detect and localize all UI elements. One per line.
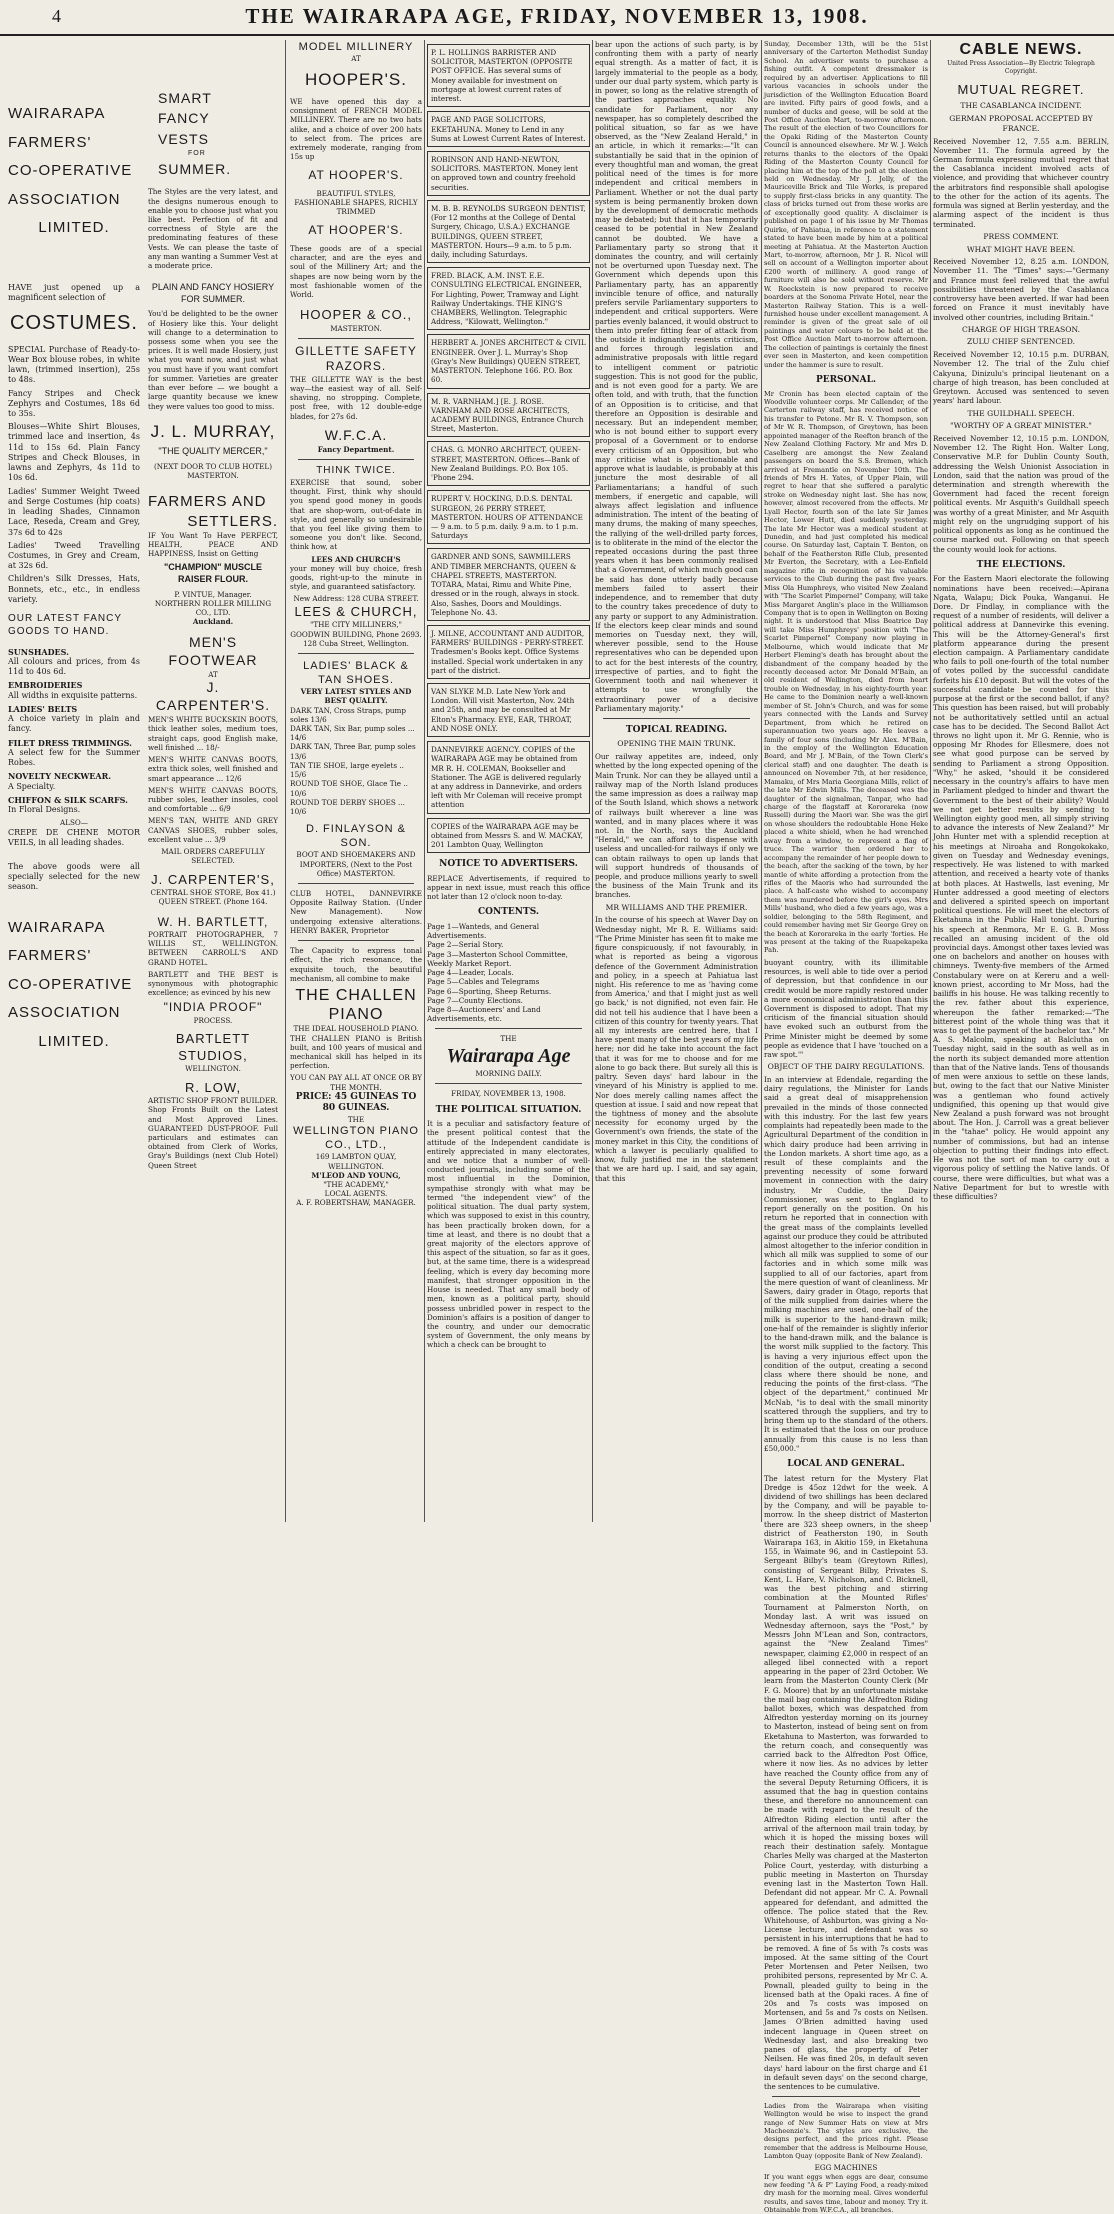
masthead <box>0 0 1114 36</box>
business-card: M. R. VARNHAM.] [E. J. ROSE. VARNHAM AND ROSE ARCHITECTS, ACADEMY BUILDINGS, Entrance Church Street, Masterton. <box>427 393 590 438</box>
academy: "THE ACADEMY," <box>323 1179 389 1189</box>
contents-item: Page 1—Wanteds, and General Advertisements. <box>427 922 540 941</box>
business-card: P. L. HOLLINGS BARRISTER AND SOLICITOR, MASTERTON (OPPOSITE POST OFFICE. Has several sums of Money available for investment on mortgage at lowest current rates of interest. <box>427 44 590 107</box>
footwear-item: MEN'S TAN, WHITE AND GREY CANVAS SHOES, rubber soles, excellent value ... 3/9 <box>148 816 278 844</box>
business-card: RUPERT V. HOCKING, D.D.S. DENTAL SURGEON, 26 PERRY STREET, MASTERTON. HOURS OF ATTENDANCE— 9 a.m. to 5 p.m. daily. 9 a.m. to 1 p.m. Saturdays <box>427 490 590 544</box>
finlayson-title: D. FINLAYSON & SON. <box>306 823 406 850</box>
finlayson-sub: BOOT AND SHOEMAKERS AND IMPORTERS, (Next to the Post Office) MASTERTON. <box>296 850 416 878</box>
bartlett-wellington: WELLINGTON. <box>185 1064 241 1074</box>
hooper-co: HOOPER & CO., <box>300 307 412 323</box>
costumes-title: COSTUMES. <box>10 311 138 334</box>
newspaper-flag: Wairarapa Age <box>446 1044 571 1067</box>
egg-machines-text: If you want eggs when eggs are dear, consume new feeding "A & P" Laying Food, a ready-mixed dry mash for the morning meal. Gives wonderful results, and saves time, labour and money. Try it. Obtainable from W.F.C.A., all branches. <box>764 2172 928 2214</box>
column-rule <box>761 40 762 1522</box>
business-card: HERBERT A. JONES ARCHITECT & CIVIL ENGINEER. Over J. L. Murray's Shop (Gray's New Buildings) QUEEN STREET, MASTERTON. Telephone 166. P.O. Box 60. <box>427 334 590 388</box>
sunshades-text: All colours and prices, from 4s 11d to 40s 6d. <box>8 657 140 677</box>
dairy-text: In an interview at Edendale, regarding the dairy regulations, the Minister for Lands said a great deal of misapprehension prevailed in the minds of those connected with this industry. For the last few years complaints had repeatedly been made to the Agricultural Department of the condition in which dairy produce had been arriving in the London markets. A short time ago, as a result of these complaints and the preventing necessity of some forward movement in connection with the dairy industry, Mr Cuddie, the Dairy Commissioner, was sent to England to report generally on the position. On his return he reported that in connection with the great mass of the complaints levelled against our produce they could be attributed almost altogether to the inferior condition in which all milk was supplied to some of our factories and in which some milk was supplied to all of our factories, apart from the mere question of want of cleanliness. Mr Sawers, dairy grader in Otago, reports that of the milk supplied from dairies where the milking machines are used, one-half of the milk is superior to the hand-drawn milk; one-half of the remainder is slightly inferior to the hand-drawn milk, and the balance is the worst milk supplied to the factory. This is having a very injurious effect upon the condition of the output, creating a second class where there should be none, and reducing the points of the first-class. "The object of the department," continued Mr McNab, "is to deal with the small minority scattered through the suppliers, and try to bring them up to the standard of the others. It is estimated that the loss on our produce annually from this cause is no less than £50,000." <box>764 1075 928 1453</box>
might-have-been: WHAT MIGHT HAVE BEEN. <box>966 244 1076 254</box>
mcleod-young: M'LEOD AND YOUNG, <box>311 1170 401 1180</box>
murray-town: MASTERTON. <box>187 471 239 481</box>
millinery-at: AT <box>351 54 361 64</box>
column-local-news <box>764 40 928 2214</box>
editorial-text: bear upon the actions of such party, is by confronting them with a party of nearly equal strength. As a matter of fact, it is largely immaterial to the people as a body, under our dual party system, which party is in power, so long as the relative strength of the parties approaches equality. No candidate for Parliament, nor any newspaper, has so completely described the political situation, so far as we have observed, as the "New Zealand Herald," in an article, in which it remarks:—"It can substantially be said that in the opinion of every thoughtful man and woman, the great political need of the times is for more independent and critical members in Parliament. Whether or not the dual party system is being permanently broken down by the development of democratic methods may be debated; but that it has temporarily ceased to be potential in New Zealand cannot be doubted. We have a Parliamentary party so strong that it dominates the country, and will certainly not be overturned upon Tuesday next. The Government which depends upon this Parliamentary party, has an apparently invincible tenure of office, and naturally prefers servile Parliamentary supporters to independent and critical supporters. Were parties evenly balanced, it would obstruct to them into prefer fitting fear of attack from the outside it indignantly resents criticism, and forces through legislation and administrative proposals with little regard to intelligent comment or patriotic suggestion. This is not good for the public, and is not even good for a party. We are often told, and with truth, that the function of an Opposition is to criticise, and that therefore an Opposition is desirable and necessary. But an independent member, who is not bound either to support every proposal of a Government or to endorse every criticism of an Opposition, but who may criticise what is objectionable and approve what is laudable, is probably at this juncture the most desirable of all Parliamentarians; a handful of such members, if energetic and capable, will always affect legislation and influence administration. The intent of the beating of many drums, the making of many speeches, the rallying of the well-drilled party forces, is to obliterate in the mind of the elector the repeated occasions during the past three years when it has been commonly realised that a Government, of which much good can be said has done utterly badly because members failed to assert their independence, and to remember that duty to the country takes precedence of duty to any party or support to any Administration. If the electors keep clear minds and sound memories on Tuesday next, they will, wherever possible, send to the House representatives who can be depended upon to act for the best interests of the country, irrespective of parties, and to fight the Government tooth and nail whenever it attempts to use wrongfully the extraordinary power of a decisive Parliamentary majority." <box>595 40 758 713</box>
low-subtitle: ARTISTIC SHOP FRONT BUILDER. <box>148 1096 278 1106</box>
cable-news-credit: United Press Association—By Electric Telegraph Copyright. <box>947 60 1095 76</box>
footwear-item: MEN'S WHITE CANVAS BOOTS, rubber soles, leather insoles, cool and comfortable ... 6/9 <box>148 785 278 814</box>
low-title: R. LOW, <box>184 1079 242 1095</box>
club-hotel: CLUB HOTEL, DANNEVIRKE Opposite Railway Station. (Under New Management). Now undergoing extensive alterations. HENRY BAKER, Proprietor <box>290 889 422 935</box>
costumes-item: Blouses—White Shirt Blouses, trimmed lace and insertion, 4s 11d to 15s 6d. Plain Fancy Stripes and Check Blouses, in lawns and Zephyrs, 4s 11d to 10s 6d. <box>8 422 140 483</box>
business-card: M. B. B. REYNOLDS SURGEON DENTIST, (For 12 months at the College of Dental Surgery, Chicago, U.S.A.) EXCHANGE BUILDINGS, QUEEN STREET, MASTERTON. Hours—9 a.m. to 5 p.m. daily, including Saturdays. <box>427 200 590 263</box>
hoopers-title: HOOPER'S. <box>305 70 407 90</box>
auckland-label: Auckland. <box>192 617 234 627</box>
business-card: CHAS. G. MONRO ARCHITECT, QUEEN-STREET, MASTERTON. Offices—Bank of New Zealand Buildings. P.O. Box 105. 'Phone 294. <box>427 441 590 486</box>
bartlett-sub: PORTRAIT PHOTOGRAPHER, 7 WILLIS ST., WELLINGTON. BETWEEN CARROLL'S AND GRAND HOTEL. <box>148 929 278 967</box>
morning-daily: MORNING DAILY. <box>475 1069 542 1079</box>
belts-text: A choice variety in plain and fancy. <box>8 714 140 734</box>
pay-terms: YOU CAN PAY ALL AT ONCE OR BY THE MONTH. <box>290 1073 422 1092</box>
murray-title: J. L. MURRAY, <box>150 421 276 441</box>
lees-text: your money will buy choice, fresh goods, right-up-to the minute in style, and guaranteed satisfactory. <box>290 563 422 592</box>
fancy-goods-heading: OUR LATEST FANCY GOODS TO HAND. <box>8 613 122 637</box>
williams-title: MR WILLIAMS AND THE PREMIER. <box>605 902 748 912</box>
filet-text: A select few for the Summer Robes. <box>8 747 140 768</box>
column-rule <box>592 40 593 1522</box>
column-rule <box>424 40 425 1522</box>
vintue-manager: P. VINTUE, Manager. <box>174 589 252 599</box>
business-card: VAN SLYKE M.D. Late New York and London. Will visit Masterton, Nov. 24th and 25th, and may be consulted at Mr Elton's Pharmacy. EYE, EAR, THROAT, AND NOSE ONLY. <box>427 683 590 737</box>
shoe-item: DARK TAN, Three Bar, pump soles 13/6 <box>290 742 416 761</box>
also-label: ALSO— <box>60 818 88 828</box>
personal-text: Mr Cronin has been elected captain of the Woodville volunteer corps. Mr Callender, of the Carterton railway staff, has received notice of his transfer to Petone. Mr R. V. Thompson, son of Mr W. R. Thompson, of Greytown, has been appointed manager of the Reefton branch of the New Zealand Clothing Factory. Mr and Mrs D. Caselberg are amongst the New Zealand passengers on board the S.S. Bremen, which arrived at Fremantle on November 10th. The friends of Mrs H. Yates, of Upper Plain, will regret to hear that she suffered a paralytic stroke on Wednesday night last. She has now, however, almost recovered from the effects. Mr Lyall Hector, fourth son of the late Sir James Hector, Lower Hutt, died suddenly yesterday. The late Mr Hector was a medical student at Dunedin, and had just completed his medical course. On Saturday last, Captain T. Benton, on behalf of the Featherston Rifle Club, presented Mr Everton, the Secretary, with a Lee-Enfield magazine rifle in recognition of his valuable services to the Club during the past five years. Miss Ola Humphreys, who visited New Zealand with "The Scarlet Pimpernel" Company, will take Miss Margaret Anglin's place in the Williamson Company that is to open in Wellington on Boxing night. It is understood that Miss Beatrice Day will take Miss Humphreys' position with "The Scarlet Pimpernel" Company now playing in Melbourne, which would indicate that Mr Herbert Fleming's death has brought about the disbandment of the company headed by the recently deceased actor. Mr Donald M'Bain, an old resident of Wellington, died from heart trouble on Wednesday, in his eighty-fourth year. He came to the Dominion nearly a well-known member of St. John's Church, and was for some years connected with the Lands and Survey Department, from which he retired on superannuation two years ago. He leaves a family of four sons (including Mr Alex. M'Bain, in the employ of the Wellington Education Board, and Mr J. M'Bain, of the Town Clerk's clerical staff) and one daughter. The death is announced on November 7th, at her residence, Mamaku, of Mrs Maria Georgiana Mills, relict of the late Mr Edwin Mills. The deceased was the daughter of the signalman, Tanpar, who had charge of the flagstaff at Kororareka (now Russell) during the Maori war. She was the girl on whose shoulders the redoubtable Hone Heke placed a white shield, when he had wrenched away from a window, to represent a flag of truce. The warrior then ordered her to accompany the remainder of her people down to the beach, after the sacking of the town, by her mantle of white affording a protection from the rifles of the Maoris who had surrounded the place. A half-caste who wished to accompany them was murdered before the girl's eyes. Mrs Mills' husband, who died a few years ago, was a soldier, belonging to the 58th Regiment, and could remember having met Sir George Grey on the beach at Kororareka in the early 'forties. He was present at the taking of the Ruapekapeka Pah. <box>764 389 928 955</box>
costumes-intro: HAVE just opened up a magnificent selection of <box>8 282 140 302</box>
model-millinery: MODEL MILLINERY <box>298 41 414 53</box>
business-card: J. MILNE, ACCOUNTANT AND AUDITOR, FARMERS' BUILDINGS - PERRY-STREET. Tradesmen's Books kept. Office Systems installed. Special work undertaken in any part of the district. <box>427 625 590 679</box>
contents-item: Page 5—Cables and Telegrams <box>427 977 540 987</box>
embroideries-text: All widths in exquisite patterns. <box>8 690 138 700</box>
cable-text: Received November 12, 7.55 a.m. BERLIN, November 11. The formula agreed by the German formula expressing mutual regret that the Casablanca incident involved acts of violence, and providing that whichever country the arbitrators find responsible shall apologise to the other for the action of its agents. The formula was signed at Berlin yesterday, and the alarming aspect of the incident is thus terminated. <box>933 136 1109 229</box>
farmers-settlers: FARMERS AND SETTLERS. <box>148 493 278 530</box>
costumes-item: Fancy Stripes and Check Zephyrs and Costumes, 18s 6d to 35s. <box>8 388 140 418</box>
murray-address: (NEXT DOOR TO CLUB HOTEL) <box>153 462 273 471</box>
shoe-item: TAN TIE SHOE, large eyelets .. 15/6 <box>290 760 404 780</box>
political-text: It is a peculiar and satisfactory feature of the present political contest that the attitude of the Independent candidate is entirely appreciated in many electorates, and we notice that a number of well-conducted journals, including some of the most influential in the Dominion, sympathise strongly with what may be termed "the independent view" of the political situation. The dual party system, which was supposed to exist in this country, has been practically broken down, for a time at least, and there is no doubt that a great majority of the electors approve of this aspect of the situation, so far as it goes, but, at the same time, there is a widespread feeling, which is every day becoming more manifest, that stronger opposition in the House is needed. That any small body of men, known as a political party, should possess unbridled power in respect to the Dominion's affairs is a position of danger to the country, and under our democratic system of Government, the only means by which a check can be brought to <box>427 1119 590 1350</box>
page-number: 4 <box>52 6 61 26</box>
costumes-item: Ladies' Summer Weight Tweed and Serge Costumes (hip coats) in leading Shades, Cinnamon Lace, Reseda, Cream and Grey, 37s 6d to 42s <box>8 486 140 537</box>
shoe-item: ROUND TOE DERBY SHOES ... 10/6 <box>290 797 405 816</box>
personal-title: PERSONAL. <box>815 375 877 386</box>
at-hoopers-2: AT HOOPER'S. <box>308 222 404 237</box>
at-hoopers: AT HOOPER'S. <box>308 167 404 182</box>
filet-heading: FILET DRESS TRIMMINGS. <box>8 737 132 748</box>
notice-title: NOTICE TO ADVERTISERS. <box>439 859 578 870</box>
footwear-item: MEN'S WHITE CANVAS BOOTS, extra thick soles, well finished and smart appearance ... 12/6 <box>148 755 278 783</box>
process-label: PROCESS. <box>193 1015 233 1025</box>
business-card: DANNEVIRKE AGENCY. COPIES of the WAIRARAPA AGE may be obtained from MR R. H. COLEMAN, Bookseller and Stationer. The AGE is delivered regularly at any address in Dannevirke, and orders left with Mr Coleman will receive prompt attention <box>427 741 590 814</box>
city-milliners: "THE CITY MILLINERS," <box>310 620 402 630</box>
masthead-title: THE WAIRARAPA AGE, FRIDAY, NOVEMBER 13, 1908. <box>245 4 869 28</box>
cable-text: Received November 12, 10.15 p.m. DURBAN, November 12. The trial of the Zulu chief Cakyuna, Dinizulu's principal lieutenant on a charge of high treason, has been concluded at Greytown. Accused was sentenced to seven years' hard labour. <box>933 350 1109 406</box>
flag-the: THE <box>500 1034 517 1044</box>
ladies-shoes: LADIES' BLACK & TAN SHOES. <box>303 659 409 687</box>
cable-news-title: CABLE NEWS. <box>959 41 1083 58</box>
mail-orders: MAIL ORDERS CAREFULLY SELECTED. <box>161 847 265 866</box>
farmers-association-name-top: WAIRARAPA FARMERS' CO-OPERATIVE ASSOCIATION LIMITED. <box>8 105 133 236</box>
ideal-piano: THE IDEAL HOUSEHOLD PIANO. <box>293 1024 419 1034</box>
carpenter-title: J. CARPENTER'S. <box>155 679 271 714</box>
costumes-item: SPECIAL Purchase of Ready-to-Wear Box blouse robes, in white lawn, (trimmed insertion), 25s to 48s. <box>8 344 140 385</box>
scarfs-heading: CHIFFON & SILK SCARFS. <box>8 794 128 805</box>
topical-title: TOPICAL READING. <box>625 724 728 735</box>
embroideries-heading: EMBROIDERIES <box>8 680 83 691</box>
think-text: EXERCISE that sound, sober thought. First, think why should you spend good money in goods that are shop-worn, out-of-date in style, and generally so undesirable that you feel like giving them to someone you don't like. Second, think how, at <box>290 477 422 552</box>
hooper-text: WE have opened this day a consignment of FRENCH MODEL MILLINERY. There are no two hats alike, and a choice of over 200 hats to select from. The prices are extremely moderate, ranging from 15s up <box>290 97 422 162</box>
guildhall-title: THE GUILDHALL SPEECH. <box>967 408 1075 418</box>
hats-notice: Ladies from the Wairarapa when visiting Wellington would be wise to inspect the grand range of New Summer Hats on view at Mrs Macheenzie's. The styles are exclusive, the designs perfect, and the prices right. Please remember that the address is Melbourne House, Lambton Quay (opposite Bank of New Zealand). <box>764 2102 928 2161</box>
lees-church-2: LEES & CHURCH, <box>294 603 418 619</box>
challen-text: THE CHALLEN PIANO is British built, and 100 years of musical and mechanical skill has helped in its perfection. <box>290 1033 422 1071</box>
political-title: THE POLITICAL SITUATION. <box>435 1104 582 1115</box>
gowns-text: These goods are of a special character, and are the eyes and soul of the Millinery Art; and the shapes are now being worn by the most fashionable women of the World. <box>290 243 422 300</box>
wellington-piano: WELLINGTON PIANO CO., LTD., <box>293 1125 419 1152</box>
contents-item: Page 6—Sporting, Sheep Returns. <box>427 986 552 996</box>
contents-item: Page 4—Leader, Locals. <box>427 968 514 978</box>
wfca-title: W.F.C.A. <box>324 426 388 443</box>
local-notices-text: Sunday, December 13th, will be the 51st anniversary of the Carterton Methodist Sunday School. An advertiser wants to purchase a fishing outfit. A competent dressmaker is required by an advertiser. Applications to fill various vacancies in schools under the jurisdiction of the Wellington Education Board are invited. Fifty pairs of good fowls, and a number of ducks and geese, will be sold at the Post Office Auction Mart, to-morrow afternoon. The result of the election of two Councillors for the Opaki Riding of the Masterton County Council is announced elsewhere. Mr W. J. Welch returns thanks to the electors of the Opaki Riding of the Masterton County Council for placing him at the top of the poll at the election held on Wednesday. Mr J. Jelly, of the Mauriceville Brick and Tile Works, is prepared to supply first-class bricks in any quantity. The class of bricks turned out from these works are of exceptionally good quality. A disclaimer is published on page 1 of his issue by Mr Thomas Quirke, of Pahiatua, in reference to a statement stated to have been made by him at a political meeting at Pahiatua. At the Masterton Auction Mart, to-morrow, afternoon, Mr J. R. Nicol will sell on account of a Wellington importer about £200 worth of millinery. A good range of furniture will also be sold without reserve. Mr W. Roeckstein is now prepared to receive boarders at the Sonoma Private Hotel, near the Masterton Railway Station. This is a well-furnished house under excellent management. A reminder is given of the great sale of oil paintings and water colours to be held at the Post Office Auction Mart to-morrow afternoon. The collection of paintings is certainly the finest ever seen in Masterton, and keen competition under the hammer is sure to result. <box>764 40 928 369</box>
challen-title: THE CHALLEN PIANO <box>295 986 417 1024</box>
neckwear-heading: NOVELTY NECKWEAR. <box>8 771 112 782</box>
footwear-item: MEN'S WHITE BUCKSKIN BOOTS, thick leather soles, medium toes, straight caps, good English make, well finished ... 18/- <box>148 715 278 752</box>
business-card: FRED. BLACK, A.M. INST. E.E. CONSULTING ELECTRICAL ENGINEER, For Lighting, Power, Tramway and Light Railway Undertakings. THE KING'S CHAMBERS, Wellington. Telegraphic Address, "Kilowatt, Wellington." <box>427 267 590 330</box>
new-address: New Address: 128 CUBA STREET. <box>293 594 419 604</box>
costumes-item: Ladies' Tweed Travelling Costumes, in Grey and Cream, at 32s 6d. <box>8 540 140 571</box>
column-advertisements-middle <box>290 40 422 1522</box>
murray-subtitle: "THE QUALITY MERCER," <box>158 446 268 457</box>
very-latest: VERY LATEST STYLES AND BEST QUALITY. <box>300 687 412 706</box>
contents-item: Page 2—Serial Story. <box>427 940 504 950</box>
goodwin-building: GOODWIN BUILDING, Phone 2693. 128 Cuba Street, Wellington. <box>290 629 422 648</box>
leader-date: FRIDAY, NOVEMBER 13, 1908. <box>451 1089 566 1099</box>
shoe-item: DARK TAN, Cross Straps, pump soles 13/6 <box>290 705 406 724</box>
hosiery-text: You'd be delighted to be the owner of Hosiery like this. Your delight will change to a determination to possess some when you see the prices. It is well made Hosiery, just what you want now, and just what you must have if you want comfort for summer. Varieties are greater than ever before — we bought a large quantity because we knew they were values too good to miss. <box>148 309 278 411</box>
contents-title: CONTENTS. <box>477 907 540 918</box>
casablanca-title: THE CASABLANCA INCIDENT. <box>960 101 1082 111</box>
fancy-department: Fancy Department. <box>317 444 395 454</box>
main-trunk-text: Our railway appetites are, indeed, only whetted by the long expected opening of the Main Trunk. Nor can they be allayed until a railway map of the North Island produces the same impression as does a railway map of the South Island, which shows a network of railways built wherever a line was wanted, and in many places where it was not. In the North, says the Auckland "Herald," we can afford to dispense with useless and uncalled-for railways if only we can obtain railways to open up lands that will support hundreds of thousands of people, and produce millions yearly to swell the business of the Main Trunk and its branches. <box>595 752 758 900</box>
bartlett-best: BARTLETT and THE BEST is synonymous with photographic excellence; as evinced by his new <box>148 969 278 998</box>
robertshaw: A. F. ROBERTSHAW, MANAGER. <box>296 1198 416 1208</box>
zulu-title: ZULU CHIEF SENTENCED. <box>966 337 1075 347</box>
egg-machines-title: EGG MACHINES <box>814 2163 878 2173</box>
beautiful-styles: BEAUTIFUL STYLES, FASHIONABLE SHAPES, RICHLY TRIMMED <box>294 188 418 217</box>
vests-ad-column <box>148 40 278 1173</box>
champion-flour: "CHAMPION" MUSCLE RAISER FLOUR. <box>163 562 263 584</box>
local-agents: LOCAL AGENTS. <box>324 1189 388 1199</box>
elections-text: For the Eastern Maori electorate the following nominations have been received:—Apirana Ngata, Walapu; Dick Pouka, Wanganui. He Dore. Dr Findlay, in compliance with the request of a number of residents, will deliver a political address at Dannevirke this evening. This will be the Attorney-General's first platform appearance during the present election campaign. A Parliamentary candidate who fails to poll one-fourth of the total number of votes polled by the successful candidate forfeits his £10 deposit. But will the votes of the successful candidate be counted for this purpose at the first or the second ballot, if any? This question has been raised, but will probably not be authoritatively settled until an actual case has to be decided. The Second Ballot Act throws no light upon it. Mr G. Rennie, who is opposing Mr Rhodes for Ellesmere, does not see what good purpose can be served by sending to Parliament a strong Opposition. "Why," he asked, "should it be considered necessary in the country's affairs to have men in Parliament pledged to hinder and thwart the Government to the best of their ability? Would we not get better results by sending to Wellington eighty good men, all simply striving to advance the interests of New Zealand?" Mr John Hunter met with a splendid reception at his meetings at Niroaha and Rongokokako, given on Tuesday and Wednesday evenings, respectively. He was listened to with marked attention, and received a hearty vote of thanks at both places. At Hastwells, last evening, Mr Hunter addressed a good meeting of electors and delivered a spirited speech on important political questions. He will meet the electors of Eketahuna in the Public Hall tonight. During his speech at Renmora, Mr E. G. B. Moss recalled an amusing incident of the old provincial days. Amongst other taxes levied was one on bachelors and another on houses with chimneys. Twenty-five members of the Armed Constabulary were on at Kereru and a well-known priest, according to Mr Moss, had the bailiffs in his house. He was talking recently to the rev. father about this experience, whereupon the father remarked:—"The bitterest point of the whole thing was that it was to get the payment of the bachelor tax." Mr A. S. Malcolm, speaking at Balclutha on Tuesday night, said in the south as well as in the north its subject demanded more attention than that of the Native lands. Tens of thousands of men were anxious to settle on these lands, but, owing to the fact that our Native Minister was a gentleman who found actively undignified, this opening up that would give New Zealand a push forward was not brought about. The Hon. J. Carroll was a great believer in the "tahae" policy. He would appoint any number of commissions, but had an intense objection to putting their findings into effect. He was not the sort of man to carry out a vigorous policy of settling the Native lands. Of course, there were difficulties, but what was a Native Department for but to wrestle with these difficulties? <box>933 574 1109 1201</box>
footwear-at: AT <box>208 670 218 680</box>
shoe-item: DARK TAN, Six Bar, pump soles ... 14/6 <box>290 724 415 743</box>
belts-heading: LADIES' BELTS <box>8 703 78 714</box>
contents-item: Page 8—Auctioneers' and Land Advertisements, etc. <box>427 1004 541 1024</box>
neckwear-text: A Specialty. <box>8 781 56 791</box>
challen-intro: The Capacity to express tonal effect, the rich resonance, the exquisite touch, the beautiful mechanism, all combine to make <box>290 946 422 983</box>
farmers-association-name-bottom: WAIRARAPA FARMERS' CO-OPERATIVE ASSOCIATION LIMITED. <box>8 918 133 1050</box>
shoe-item: ROUND TOE SHOE, Glace Tie .. 10/6 <box>290 779 408 798</box>
main-trunk-title: OPENING THE MAIN TRUNK. <box>617 739 736 749</box>
worthy-title: "WORTHY OF A GREAT MINISTER." <box>950 421 1092 431</box>
column-rule <box>930 40 931 1522</box>
low-text: Shop Fronts Built on the Latest and Most Approved Lines. GUARANTEED DUST-PROOF. Full particulars and estimates can obtained from Clerk of Works, Gray's Buildings (next Club Hotel) Queen Street <box>148 1105 278 1170</box>
india-proof: "INDIA PROOF" <box>163 1000 263 1015</box>
business-card: PAGE AND PAGE SOLICITORS, EKETAHUNA. Money to Lend in any Sums at Lowest Current Rates of Interest. <box>427 111 590 147</box>
the-label: THE <box>347 1114 365 1124</box>
piano-price: PRICE: 45 GUINEAS TO 80 GUINEAS. <box>295 1091 417 1114</box>
scarfs-text: In Floral Designs. <box>8 805 81 815</box>
business-card: COPIES of the WAIRARAPA AGE may be obtained from Messrs S. and W. MACKAY, 201 Lambton Quay, Wellington <box>427 818 590 854</box>
lambton-quay: 169 LAMBTON QUAY, WELLINGTON. <box>315 1152 397 1171</box>
column-cable-news <box>933 40 1109 1522</box>
bartlett-studios: BARTLETT STUDIOS, <box>175 1031 251 1063</box>
press-comment: PRESS COMMENT. <box>983 231 1059 241</box>
local-general-text: The latest return for the Mystery Flat Dredge is 45oz 12dwt for the week. A dividend of two shillings has been declared by the Company, and will be payable to-morrow. In the sheep district of Masterton there are 323 sheep owners, in the sheep district of Featherston 190, in South Wairarapa 163, in Akitio 159, in Eketahuna 155, in Waimate 96, and in Castlepoint 53. Sergeant Bilby's team (Greytown Rifles), consisting of Sergeant Bilby, Privates S. Kent, L. Hare, V. Nicholson, and C. Bicknell, was the best pitching and stirring combination at the Mounted Rifles' Tournament at Palmerston North, on Monday last. A writ was issued on Wednesday afternoon, says the "Post," by Messrs John M'Lean and Son, contractors, against the "New Zealand Times" newspaper, claiming £2,000 in respect of an alleged libel connected with a report appearing in the paper of 23rd October. We learn from the Masterton County Clerk (Mr F. G. Moore) that by an unfortunate mistake the mail bag containing the Alfredton Riding ballot boxes, which was despatched from Alfredton yesterday morning on its journey to Masterton, instead of being sent on from Eketahuna to Masterton, was forwarded to the return coach, and consequently was carried back to the Alfredton Post Office, where it now lies. As no advices by letter have reached the County office from any of the several Deputy Returning Officers, it is assumed that the bag in question contains these, and therefore no announcement can be made with regard to the result of the Alfredton Riding election until after the arrival of the afternoon mail train today, by which it is hoped the missing boxes will reach their destination safely. Montague Charles Melly was charged at the Masterton Police Court, yesterday, with disturbing a public meeting in Masterton on Thursday evening last in the Masterton Town Hall. Defendant did not appear. Mr C. A. Pownall appeared for defendant, and admitted the offence. The police stated that the Rev. Whitehouse, of Ashburton, was giving a No-License lecture, and defendant was so persistent in his interruptions that he had to be removed. A fine of 5s with 7s costs was imposed. At the same sitting of the Court Peter Mortensen and Peter Neilsen, two prohibited persons, represented by Mr C. A. Pownall, pleaded guilty to being in the licensed bath at the Opaki races. A fine of 20s and 7s costs was imposed on Mortensen, and 5s and 7s costs on Neilsen. James O'Brien admitted having used indecent language in Queen street on Wednesday last, and also breaking two panes of glass, the property of Peter Neilsen. He was fined 20s, in default seven days' hard labour on the first charge and £1 in default seven days' on the second charge, the sentences to be cumulative. <box>764 1473 928 2091</box>
notices-block <box>764 40 928 955</box>
carpenter-address: CENTRAL SHOE STORE, Box 41.) QUEEN STREET. (Phone 164. <box>150 888 276 907</box>
column-advertisements-left <box>8 40 280 1522</box>
farmers-ad-column <box>8 40 140 1173</box>
costumes-item: Children's Silk Dresses, Hats, Bonnets, etc., etc., in endless variety. <box>8 574 140 604</box>
williams-text: In the course of his speech at Waver Day on Wednesday night, Mr R. E. Williams said: "The Prime Minister has seen fit to make me figure conspicuously, if not favourably, in what is reported as being a vigorous defence of the Government Administration and policy, in a speech at Pahiatua last night. His reference to me as 'having come from America,' and that I might just as well go back,' is not dignified, not even fair. He did not tell his audience that I have been a citizen of this country for twenty years. That all my interests are centred here, that I have spent many of the best years of my life here; nor did he take into account the fact that it was for me to choose and for me alone to go back there. But surely all this is paltry. Seven days' hard labour in the vineyard of his Ministry is applied to me. Nor does merely calling names affect the question at issue. I said and now repeat that the tightness of money and the absolute necessity for economy urged by the Government's own friends, the state of the money market in this City, the conditions of which a lawyer is peculiarly qualified to know, fully justified me in the statement that we are hard up. I said, and say again, that this <box>595 915 758 1183</box>
roller-mills: NORTHERN ROLLER MILLING CO., LTD. <box>154 598 272 617</box>
contents-item: Page 7—County Elections. <box>427 995 523 1005</box>
vests-text: The Styles are the very latest, and the designs numerous enough to enable you to choose just what you like best. Perfection of fit and correctness of Style are the predominating features of these Vests. We can please the taste of any man wanting a Summer Vest at a moderate price. <box>148 187 278 271</box>
veils-text: CREPE DE CHENE MOTOR VEILS, in all leading shades. <box>8 827 140 847</box>
business-card: GARDNER AND SONS, SAWMILLERS AND TIMBER MERCHANTS, QUEEN & CHAPEL STREETS, MASTERTON. TOTARA, Matai, Rimu and White Pine, dressed or in the rough, always in stock. Also, Sashes, Doors and Mouldings. Telephone No. 43. <box>427 548 590 621</box>
sunshades-heading: SUNSHADES. <box>8 646 69 657</box>
treason-title: CHARGE OF HIGH TREASON. <box>961 324 1081 334</box>
lees-church: LEES AND CHURCH'S <box>311 554 401 564</box>
flour-intro: IF You Want To Have PERFECT, HEALTH, PEACE AND HAPPINESS, Insist on Getting <box>148 530 278 559</box>
smart-fancy-vests: SMART FANCY VESTS FOR SUMMER. <box>158 90 232 178</box>
season-text: The above goods were all specially selected for the new season. <box>8 861 140 892</box>
think-twice: THINK TWICE. <box>316 465 396 477</box>
carpenter-title-2: J. CARPENTER'S, <box>151 871 275 887</box>
local-general-title: LOCAL AND GENERAL. <box>787 1458 905 1469</box>
contents-item: Page 3—Masterton School Committee, Weekly Market Report. <box>427 949 568 968</box>
dairy-title: OBJECT OF THE DAIRY REGULATIONS. <box>767 1062 925 1072</box>
hosiery-title: PLAIN AND FANCY HOSIERY FOR SUMMER. <box>151 282 275 304</box>
bartlett-title: W. H. BARTLETT, <box>157 914 269 929</box>
mutual-regret: MUTUAL REGRET. <box>957 81 1085 97</box>
notice-text: REPLACE Advertisements, if required to appear in next issue, must reach this office not later than 12 o'clock noon to-day. <box>427 873 590 902</box>
gillette-title: GILLETTE SAFETY RAZORS. <box>295 344 417 374</box>
footwear-title: MEN'S FOOTWEAR <box>168 634 258 669</box>
hooper-masterton: MASTERTON. <box>330 323 382 333</box>
column-professional-cards <box>427 40 590 1522</box>
business-card: ROBINSON AND HAND-NEWTON, SOLICITORS. MASTERTON. Money lent on approved town and country freehold securities. <box>427 151 590 196</box>
williams-continued: buoyant country, with its illimitable resources, is well able to tide over a period of depression, but that confidence in our credit would be more rapidly restored under a more economical administration than this Government is disposed to adopt. That my criticism of the financial situation should have evoked such an outburst from the Prime Minister might be deemed by some people as evidence that I have 'touched on a raw spot.'" <box>764 957 928 1060</box>
cable-text: Received November 12, 10.15 p.m. LONDON, November 12. The Right Hon. Walter Long, Conservative M.P. for Dublin County South, addressing the Welsh Unionist Association in London, said that the nation was proud of the determination and strength wherewith the Government had faced the recent foreign political events. Mr Asquith's Guildhall speech was worthy of a great Minister, and Mr Asquith might rely on the ungrudging support of his political opponents as long as he continued the course marked out. Following on that speech the county would look for actions. <box>933 433 1109 554</box>
cable-text: Received November 12, 8.25 a.m. LONDON, November 11. The "Times" says:—"Germany and France must feel relieved that the awful possibilities threatened by the Casablanca controversy have been averted. If war had been forced on France it must inevitably have involved other countries, including Britain." <box>933 257 1109 322</box>
column-editorial <box>595 40 758 1522</box>
column-rule <box>285 40 286 1522</box>
elections-title: THE ELECTIONS. <box>976 559 1066 570</box>
german-proposal: GERMAN PROPOSAL ACCEPTED BY FRANCE. <box>949 114 1093 133</box>
gillette-text: THE GILLETTE WAY is the best way—the easiest way of all. Self-shaving, no stropping. Complete, post free, with 12 double-edge blades, for 27s 6d. <box>290 374 422 421</box>
